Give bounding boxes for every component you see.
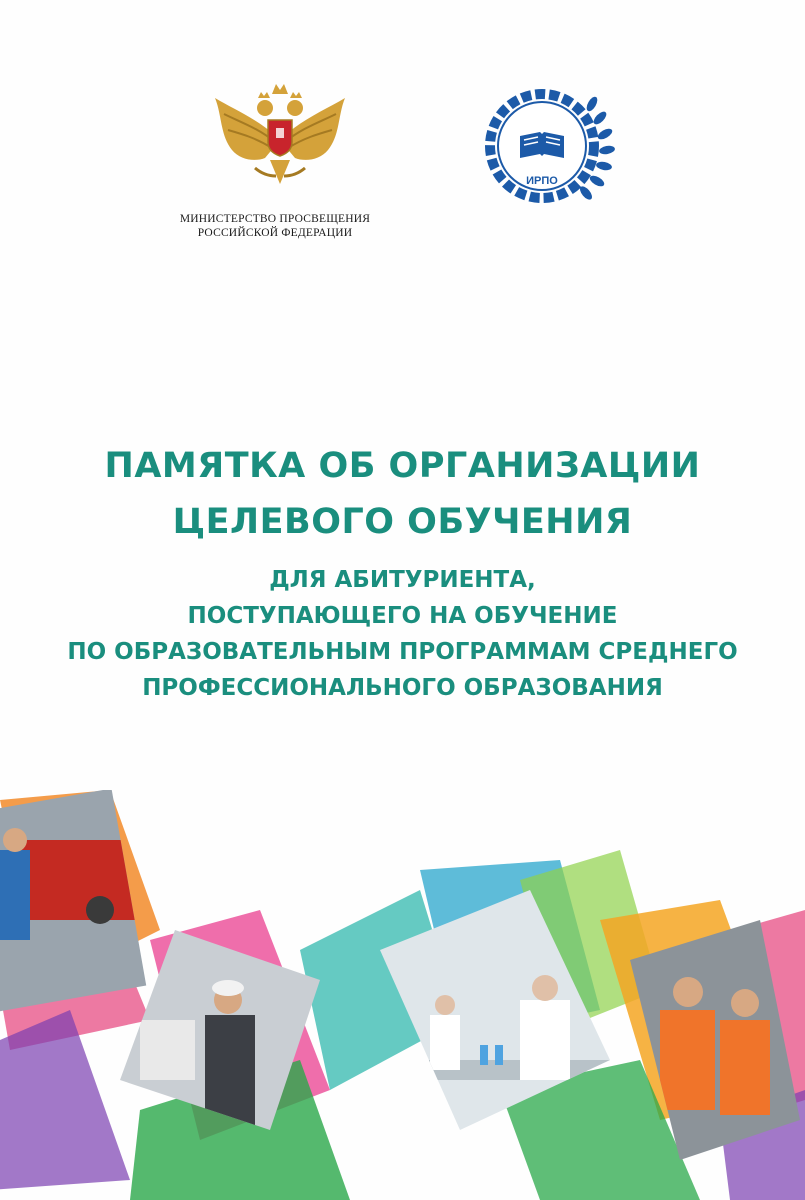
subtitle-line-4: ПРОФЕССИОНАЛЬНОГО ОБРАЗОВАНИЯ	[142, 675, 663, 701]
title-line-1: ПАМЯТКА ОБ ОРГАНИЗАЦИИ	[104, 446, 701, 486]
page-subtitle	[0, 562, 805, 706]
purple-diamond	[0, 1010, 130, 1190]
ministry-line-2: РОССИЙСКОЙ ФЕДЕРАЦИИ	[197, 227, 353, 239]
photo-collage	[0, 760, 805, 1200]
subtitle-line-1: ДЛЯ АБИТУРИЕНТА,	[269, 567, 536, 593]
irpo-abbr: ИРПО	[526, 175, 558, 187]
photo-mechanic	[0, 790, 150, 1020]
subtitle-line-2: ПОСТУПАЮЩЕГО НА ОБУЧЕНИЕ	[187, 603, 618, 629]
irpo-logo-icon	[480, 82, 620, 212]
ministry-emblem-icon	[210, 80, 350, 195]
ministry-name	[160, 212, 390, 240]
subtitle-line-3: ПО ОБРАЗОВАТЕЛЬНЫМ ПРОГРАММАМ СРЕДНЕГО	[67, 639, 738, 665]
title-line-2: ЦЕЛЕВОГО ОБУЧЕНИЯ	[172, 502, 633, 542]
ministry-line-1: МИНИСТЕРСТВО ПРОСВЕЩЕНИЯ	[179, 213, 371, 225]
page-title	[0, 438, 805, 550]
